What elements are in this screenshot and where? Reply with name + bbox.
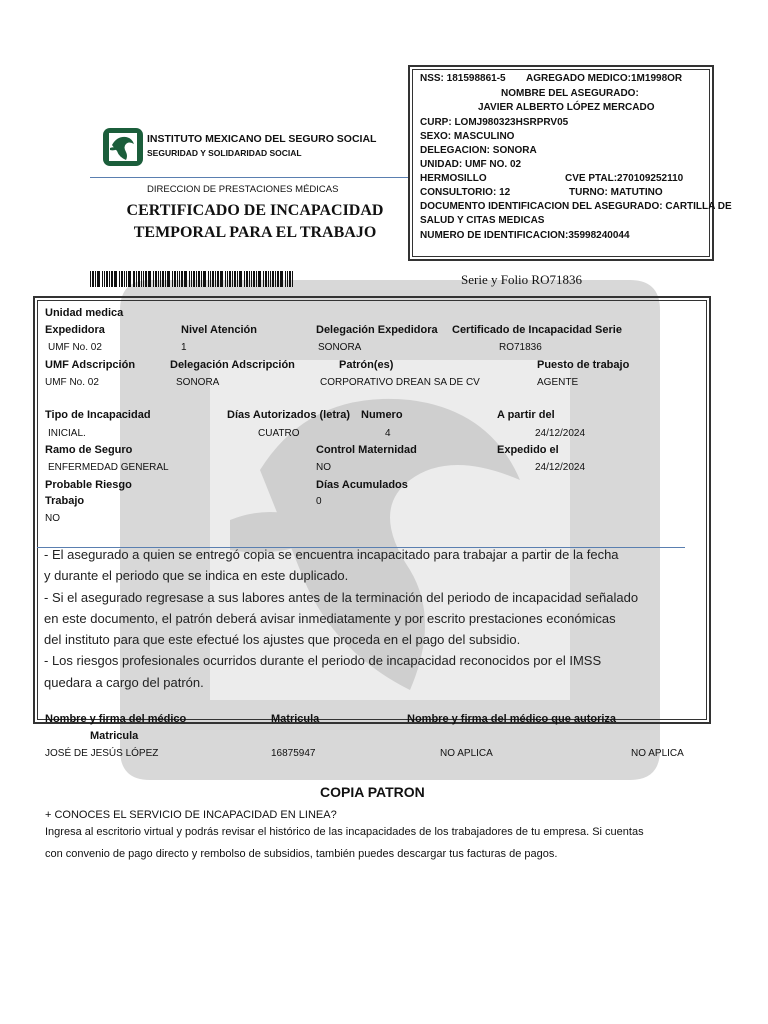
control-value: NO — [316, 462, 331, 473]
copy-title: COPIA PATRON — [320, 784, 425, 800]
barcode-bar — [198, 271, 200, 287]
nss: NSS: 181598861-5 — [420, 73, 506, 84]
barcode-bar — [128, 271, 131, 287]
barcode-bar — [234, 271, 236, 287]
control-label: Control Maternidad — [316, 444, 417, 456]
medico-value: JOSÉ DE JESÚS LÓPEZ — [45, 748, 159, 759]
numero-label: Numero — [361, 409, 403, 421]
matricula2-label: Matricula — [90, 730, 139, 742]
expedido-value: 24/12/2024 — [535, 462, 586, 473]
medico-label: Nombre y firma del médico — [45, 713, 187, 725]
riesgo-value: NO — [45, 513, 60, 524]
barcode-bar — [106, 271, 108, 287]
expedido-label: Expedido el — [497, 444, 559, 456]
direction-label: DIRECCION DE PRESTACIONES MÉDICAS — [147, 184, 339, 195]
umf-ads-label: UMF Adscripción — [45, 359, 136, 371]
tipo-label: Tipo de Incapacidad — [45, 409, 151, 421]
barcode-bar — [232, 271, 233, 287]
ramo-value: ENFERMEDAD GENERAL — [48, 462, 169, 473]
barcode-bar — [191, 271, 192, 287]
barcode-bar — [265, 271, 267, 287]
online-title: + CONOCES EL SERVICIO DE INCAPACIDAD EN LINEA? — [45, 809, 337, 821]
barcode-bar — [160, 271, 161, 287]
barcode-bar — [212, 271, 214, 287]
turno: TURNO: MATUTINO — [569, 187, 663, 198]
barcode-bar — [256, 271, 257, 287]
barcode-bar — [162, 271, 164, 287]
barcode-bar — [158, 271, 159, 287]
sexo: SEXO: MASCULINO — [420, 131, 515, 142]
barcode-bar — [179, 271, 180, 287]
barcode-bar — [114, 271, 117, 287]
matricula-label: Matricula — [271, 713, 320, 725]
barcode-bar — [177, 271, 178, 287]
autoriza-label: Nombre y firma del médico que autoriza — [407, 713, 617, 725]
barcode-bar — [133, 271, 135, 287]
barcode-bar — [153, 271, 154, 287]
curp: CURP: LOMJ980323HSRPRV05 — [420, 117, 569, 128]
barcode-bar — [92, 271, 94, 287]
expedidora-label: Expedidora — [45, 324, 105, 336]
barcode-bar — [181, 271, 183, 287]
barcode-bar — [184, 271, 187, 287]
matricula2-value: NO APLICA — [631, 748, 684, 759]
barcode-bar — [138, 271, 140, 287]
barcode-bar — [263, 271, 264, 287]
note-line: en este documento, el patrón deberá avisar inmediatamente y por escrito prestaciones económicas — [44, 610, 616, 626]
tipo-value: INICIAL. — [48, 428, 86, 439]
umf-ads-value: UMF No. 02 — [45, 377, 99, 388]
barcode-bar — [275, 271, 276, 287]
patron-label: Patrón(es) — [339, 359, 394, 371]
consultorio: CONSULTORIO: 12 — [420, 187, 511, 198]
delegacion-ads-label: Delegación Adscripción — [170, 359, 295, 371]
barcode-bar — [174, 271, 176, 287]
note-line: del instituto para que este efectué los ajustes que proceda en el pago del subsidio. — [44, 632, 521, 648]
barcode-bar — [148, 271, 151, 287]
patron-value: CORPORATIVO DREAN SA DE CV — [320, 377, 480, 388]
barcode-bar — [109, 271, 110, 287]
trabajo-label: Trabajo — [45, 495, 85, 507]
barcode-bar — [193, 271, 195, 287]
imss-logo-icon — [102, 127, 144, 167]
barcode-bar — [203, 271, 206, 287]
umf-expedidora: UMF No. 02 — [48, 342, 102, 353]
barcode-bar — [239, 271, 242, 287]
ramo-label: Ramo de Seguro — [45, 444, 133, 456]
insured-name: JAVIER ALBERTO LÓPEZ MERCADO — [478, 102, 655, 113]
barcode-bar — [145, 271, 147, 287]
barcode-bar — [165, 271, 166, 287]
serie-folio: Serie y Folio RO71836 — [461, 272, 582, 287]
title-line2: TEMPORAL PARA EL TRABAJO — [133, 224, 377, 241]
barcode-bar — [97, 271, 100, 287]
note-line: - Si el asegurado regresase a sus labores antes de la terminación del periodo de incapacidad señalado — [44, 589, 639, 605]
cert-serie-value: RO71836 — [499, 342, 542, 353]
barcode-bar — [277, 271, 279, 287]
barcode-bar — [111, 271, 113, 287]
autoriza-value: NO APLICA — [440, 748, 493, 759]
delegacion-ads-value: SONORA — [176, 377, 220, 388]
barcode — [90, 271, 374, 287]
puesto-value: AGENTE — [537, 377, 579, 388]
barcode-bar — [227, 271, 228, 287]
dias-acum-label: Días Acumulados — [316, 479, 408, 491]
barcode-bar — [210, 271, 211, 287]
insured-name-label: NOMBRE DEL ASEGURADO: — [501, 88, 639, 99]
header-divider — [90, 177, 408, 178]
dias-letra-value: CUATRO — [258, 428, 300, 439]
dias-acum-value: 0 — [316, 496, 322, 507]
barcode-bar — [285, 271, 286, 287]
riesgo-label: Probable Riesgo — [45, 479, 132, 491]
puesto-label: Puesto de trabajo — [537, 359, 630, 371]
nivel-label: Nivel Atención — [181, 324, 257, 336]
barcode-bar — [225, 271, 226, 287]
barcode-bar — [289, 271, 291, 287]
institute-subtitle: SEGURIDAD Y SOLIDARIDAD SOCIAL — [147, 148, 302, 158]
barcode-bar — [196, 271, 197, 287]
barcode-bar — [95, 271, 96, 287]
barcode-bar — [287, 271, 288, 287]
barcode-bar — [268, 271, 269, 287]
barcode-bar — [208, 271, 209, 287]
numero-value: 4 — [385, 428, 391, 439]
barcode-bar — [102, 271, 103, 287]
barcode-bar — [237, 271, 238, 287]
barcode-bar — [220, 271, 223, 287]
barcode-bar — [121, 271, 123, 287]
title-line1: CERTIFICADO DE INCAPACIDAD — [126, 202, 384, 219]
nivel-value: 1 — [181, 342, 187, 353]
barcode-bar — [229, 271, 231, 287]
barcode-bar — [155, 271, 157, 287]
barcode-bar — [215, 271, 216, 287]
barcode-bar — [104, 271, 105, 287]
barcode-bar — [292, 271, 293, 287]
barcode-bar — [143, 271, 144, 287]
online-line1: Ingresa al escritorio virtual y podrás revisar el histórico de las incapacidades de los trabajadores de tu empresa. Si cuentas — [45, 826, 644, 838]
delegacion-exp-label: Delegación Expedidora — [316, 324, 438, 336]
barcode-bar — [272, 271, 274, 287]
agregado-medico: AGREGADO MEDICO:1M1998OR — [526, 73, 683, 84]
institute-name: INSTITUTO MEXICANO DEL SEGURO SOCIAL — [147, 133, 377, 145]
documento-id-cont: SALUD Y CITAS MEDICAS — [420, 215, 545, 226]
note-line: - El asegurado a quien se entregó copia se encuentra incapacitado para trabajar a partir de la fecha — [44, 547, 619, 562]
barcode-bar — [141, 271, 142, 287]
barcode-bar — [172, 271, 173, 287]
unidad: UNIDAD: UMF NO. 02 — [420, 159, 522, 170]
matricula-value: 16875947 — [271, 748, 316, 759]
notes — [44, 544, 704, 693]
ciudad: HERMOSILLO — [420, 173, 487, 184]
barcode-bar — [126, 271, 127, 287]
barcode-bar — [136, 271, 137, 287]
barcode-bar — [270, 271, 271, 287]
barcode-bar — [280, 271, 283, 287]
barcode-bar — [189, 271, 190, 287]
barcode-bar — [124, 271, 125, 287]
a-partir-value: 24/12/2024 — [535, 428, 586, 439]
cert-serie-label: Certificado de Incapacidad Serie — [452, 324, 622, 336]
barcode-bar — [251, 271, 252, 287]
barcode-bar — [258, 271, 261, 287]
dias-letra-label: Días Autorizados (letra) — [227, 409, 351, 421]
numero-id: NUMERO DE IDENTIFICACION:35998240044 — [420, 230, 630, 241]
barcode-bar — [167, 271, 170, 287]
cve-ptal: CVE PTAL:270109252110 — [565, 173, 684, 184]
unidad-medica-label: Unidad medica — [45, 307, 124, 319]
delegacion-exp-value: SONORA — [318, 342, 362, 353]
delegacion: DELEGACION: SONORA — [420, 145, 537, 156]
barcode-bar — [119, 271, 120, 287]
barcode-bar — [244, 271, 245, 287]
documento-id: DOCUMENTO IDENTIFICACION DEL ASEGURADO: CARTILLA DE — [420, 201, 732, 212]
barcode-bar — [201, 271, 202, 287]
barcode-bar — [217, 271, 219, 287]
note-line: - Los riesgos profesionales ocurridos durante el periodo de incapacidad reconocidos por el IMSS — [44, 653, 602, 669]
online-line2: con convenio de pago directo y rembolso de subsidios, también puedes descargar tus facturas de pagos. — [45, 848, 558, 860]
barcode-bar — [249, 271, 250, 287]
barcode-bar — [253, 271, 255, 287]
barcode-bar — [246, 271, 248, 287]
a-partir-label: A partir del — [497, 409, 555, 421]
note-line: quedara a cargo del patrón. — [44, 674, 204, 690]
barcode-bar — [90, 271, 91, 287]
note-line: y durante el periodo que se indica en este duplicado. — [44, 568, 349, 584]
